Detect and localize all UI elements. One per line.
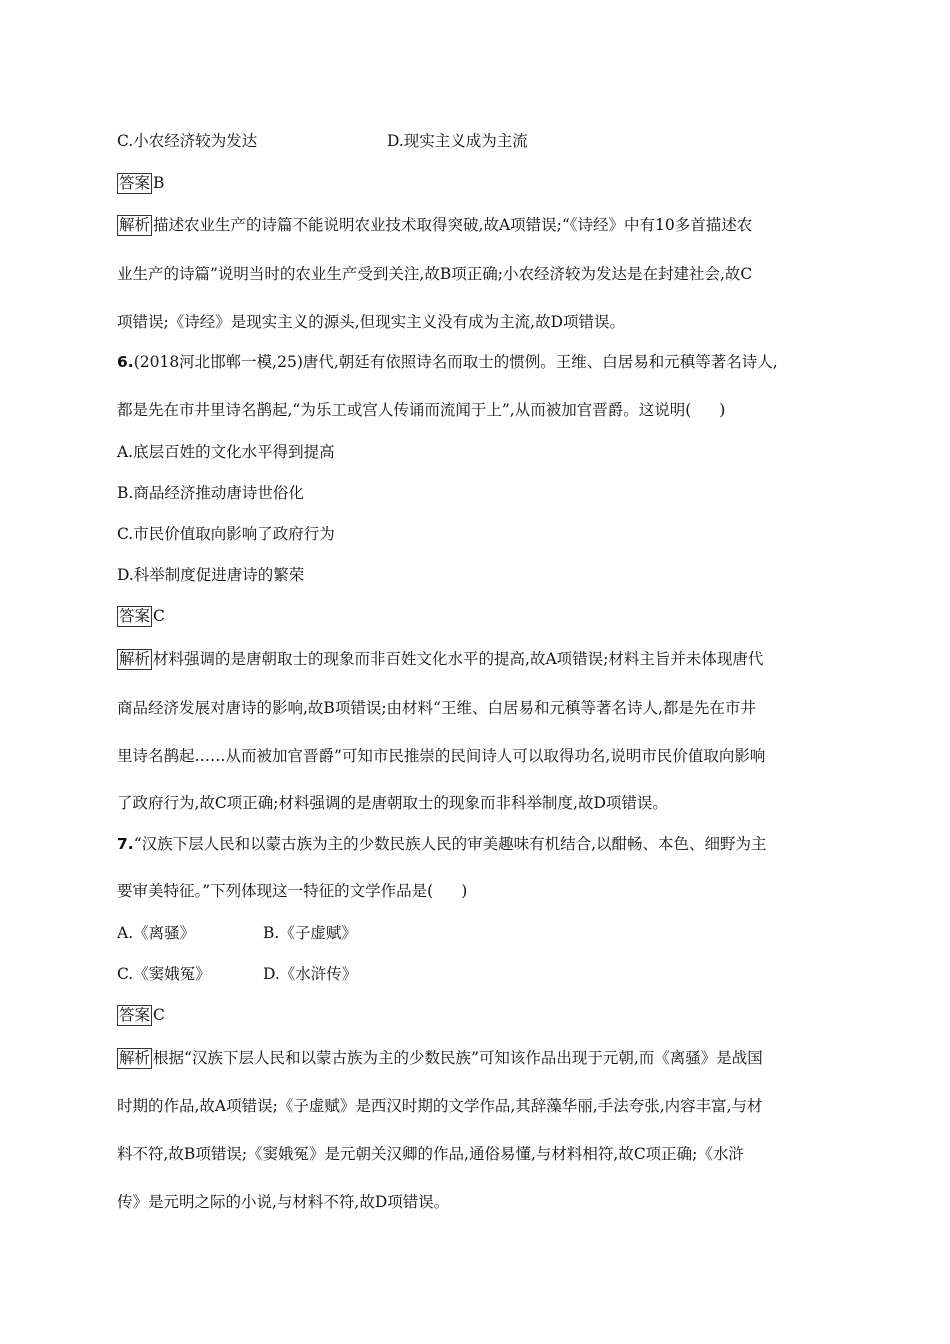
q7-option-d: D.《水浒传》: [263, 965, 358, 983]
answer-value: B: [153, 174, 165, 192]
q7-options-row-1: [117, 922, 357, 944]
q5-analysis-line-2: 业生产的诗篇”说明当时的农业生产受到关注,故B项正确;小农经济较为发达是在封建社会,故C: [117, 265, 753, 283]
q7-analysis-line-2: 时期的作品,故A项错误;《子虚赋》是西汉时期的文学作品,其辞藻华丽,手法夸张,内容丰富,与材: [117, 1097, 763, 1115]
question-paren-close: ): [461, 882, 468, 900]
answer-label: 答案: [119, 1006, 151, 1024]
analysis-label: 解析: [119, 1049, 151, 1067]
answer-value: C: [153, 607, 165, 625]
q5-analysis-line-3: 项错误;《诗经》是现实主义的源头,但现实主义没有成为主流,故D项错误。: [117, 313, 626, 331]
q5-answer: [117, 172, 164, 194]
q5-option-c: C.小农经济较为发达: [117, 132, 258, 150]
question-stem: (2018河北邯郸一模,25)唐代,朝廷有依照诗名而取士的惯例。王维、白居易和元稹等著名诗人,: [133, 353, 778, 371]
answer-value: C: [153, 1006, 165, 1024]
analysis-text: 描述农业生产的诗篇不能说明农业技术取得突破,故A项错误;“《诗经》中有10多首描述农: [153, 216, 753, 234]
q7-analysis-line-1: [117, 1047, 763, 1069]
question-number: 6.: [117, 353, 134, 371]
answer-label: 答案: [119, 174, 151, 192]
q7-options-row-2: [117, 963, 357, 985]
question-stem: 要审美特征。”下列体现这一特征的文学作品是(: [117, 882, 434, 900]
q6-analysis-line-2: 商品经济发展对唐诗的影响,故B项错误;由材料“王维、白居易和元稹等著名诗人,都是先在市井: [117, 699, 756, 717]
q7-answer: [117, 1004, 165, 1026]
q7-stem-line-2: [117, 880, 467, 902]
analysis-text: 材料强调的是唐朝取士的现象而非百姓文化水平的提高,故A项错误;材料主旨并未体现唐代: [153, 650, 764, 668]
q6-stem-line-1: [117, 351, 778, 373]
q5-options-row: [117, 130, 528, 152]
question-stem: “汉族下层人民和以蒙古族为主的少数民族人民的审美趣味有机结合,以酣畅、本色、细野为主: [133, 835, 767, 853]
analysis-label: 解析: [119, 650, 151, 668]
question-paren-close: ): [719, 401, 726, 419]
q5-analysis-line-1: [117, 214, 752, 236]
q6-option-b: B.商品经济推动唐诗世俗化: [117, 484, 304, 502]
q6-option-c: C.市民价值取向影响了政府行为: [117, 525, 335, 543]
q6-analysis-line-4: 了政府行为,故C项正确;材料强调的是唐朝取士的现象而非科举制度,故D项错误。: [117, 794, 668, 812]
analysis-label: 解析: [119, 216, 151, 234]
analysis-text: 根据“汉族下层人民和以蒙古族为主的少数民族”可知该作品出现于元朝,而《离骚》是战国: [153, 1049, 763, 1067]
q7-option-a: A.《离骚》: [117, 924, 196, 942]
answer-label: 答案: [119, 607, 151, 625]
q6-option-d: D.科举制度促进唐诗的繁荣: [117, 566, 305, 584]
q6-stem-line-2: [117, 399, 725, 421]
q7-analysis-line-3: 料不符,故B项错误;《窦娥冤》是元朝关汉卿的作品,通俗易懂,与材料相符,故C项正确;《水浒: [117, 1145, 744, 1163]
q6-option-a: A.底层百姓的文化水平得到提高: [117, 443, 335, 461]
q5-option-d: D.现实主义成为主流: [387, 132, 528, 150]
q6-answer: [117, 605, 165, 627]
q6-analysis-line-3: 里诗名鹊起……从而被加官晋爵”可知市民推崇的民间诗人可以取得功名,说明市民价值取向影响: [117, 747, 766, 765]
question-number: 7.: [117, 835, 134, 853]
q7-stem-line-1: [117, 833, 767, 855]
q7-option-c: C.《窦娥冤》: [117, 965, 211, 983]
q7-option-b: B.《子虚赋》: [263, 924, 357, 942]
q7-analysis-line-4: 传》是元明之际的小说,与材料不符,故D项错误。: [117, 1193, 450, 1211]
q6-analysis-line-1: [117, 648, 763, 670]
question-stem: 都是先在市井里诗名鹊起,“为乐工或宫人传诵而流闻于上”,从而被加官晋爵。这说明(: [117, 401, 692, 419]
